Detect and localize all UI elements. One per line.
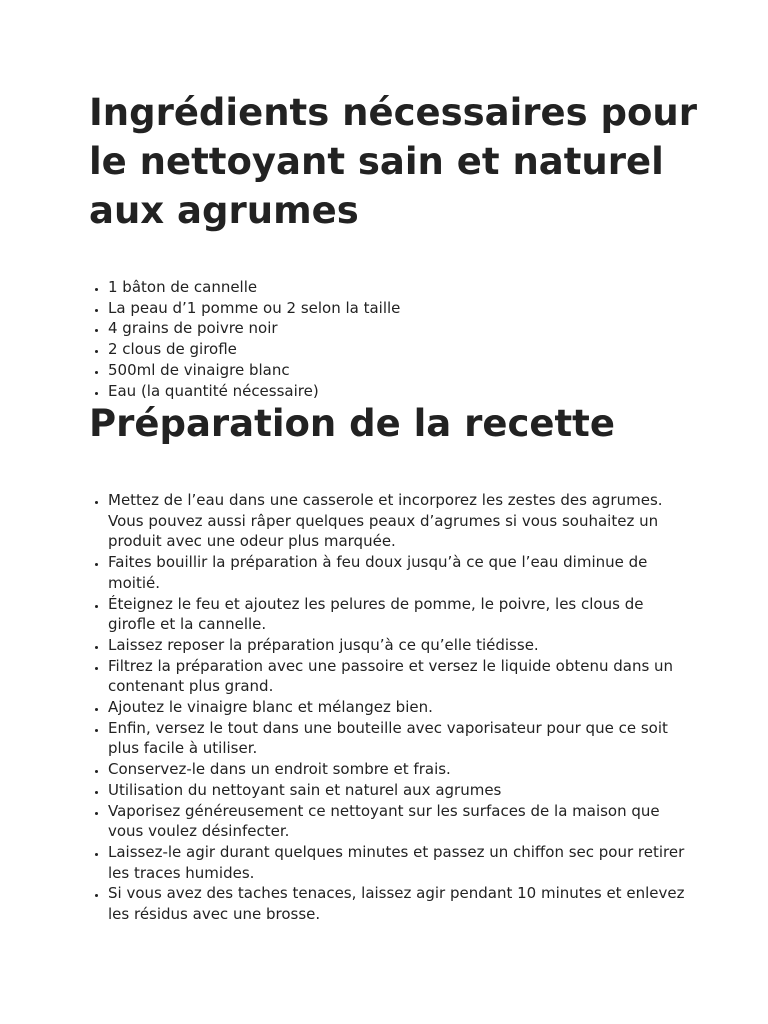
ingredient-item: • 500ml de vinaigre blanc xyxy=(108,360,708,381)
preparation-step: • Éteignez le feu et ajoutez les pelures de pomme, le poivre, les clous de girofle et la cannelle. xyxy=(108,594,688,635)
ingredient-item: • 1 bâton de cannelle xyxy=(108,277,708,298)
preparation-step: • Conservez-le dans un endroit sombre et frais. xyxy=(108,759,688,780)
preparation-step: • Mettez de l’eau dans une casserole et incorporez les zestes des agrumes. Vous pouvez aussi râper quelques peaux d’agrumes si vous souhaitez un produit avec une odeur plus marquée. xyxy=(108,490,688,552)
preparation-steps-list xyxy=(89,490,688,925)
preparation-step: • Utilisation du nettoyant sain et naturel aux agrumes xyxy=(108,780,688,801)
preparation-step: • Ajoutez le vinaigre blanc et mélangez bien. xyxy=(108,697,688,718)
ingredient-item: • Eau (la quantité nécessaire) xyxy=(108,381,708,402)
ingredient-item: • 2 clous de girofle xyxy=(108,339,708,360)
preparation-step: • Enfin, versez le tout dans une bouteille avec vaporisateur pour que ce soit plus facile à utiliser. xyxy=(108,718,688,759)
preparation-step: • Laissez reposer la préparation jusqu’à ce qu’elle tiédisse. xyxy=(108,635,688,656)
preparation-step: • Filtrez la préparation avec une passoire et versez le liquide obtenu dans un contenant plus grand. xyxy=(108,656,688,697)
preparation-step: • Vaporisez généreusement ce nettoyant sur les surfaces de la maison que vous voulez désinfecter. xyxy=(108,801,688,842)
preparation-step: • Faites bouillir la préparation à feu doux jusqu’à ce que l’eau diminue de moitié. xyxy=(108,552,688,593)
preparation-step: • Si vous avez des taches tenaces, laissez agir pendant 10 minutes et enlevez les résidus avec une brosse. xyxy=(108,883,688,924)
ingredient-item: • 4 grains de poivre noir xyxy=(108,318,708,339)
ingredients-list xyxy=(89,277,708,401)
ingredient-item: • La peau d’1 pomme ou 2 selon la taille xyxy=(108,298,708,319)
ingredients-heading: Ingrédients nécessaires pour le nettoyant sain et naturel aux agrumes xyxy=(89,91,698,232)
preparation-heading: Préparation de la recette xyxy=(89,402,615,445)
preparation-step: • Laissez-le agir durant quelques minutes et passez un chiffon sec pour retirer les traces humides. xyxy=(108,842,688,883)
